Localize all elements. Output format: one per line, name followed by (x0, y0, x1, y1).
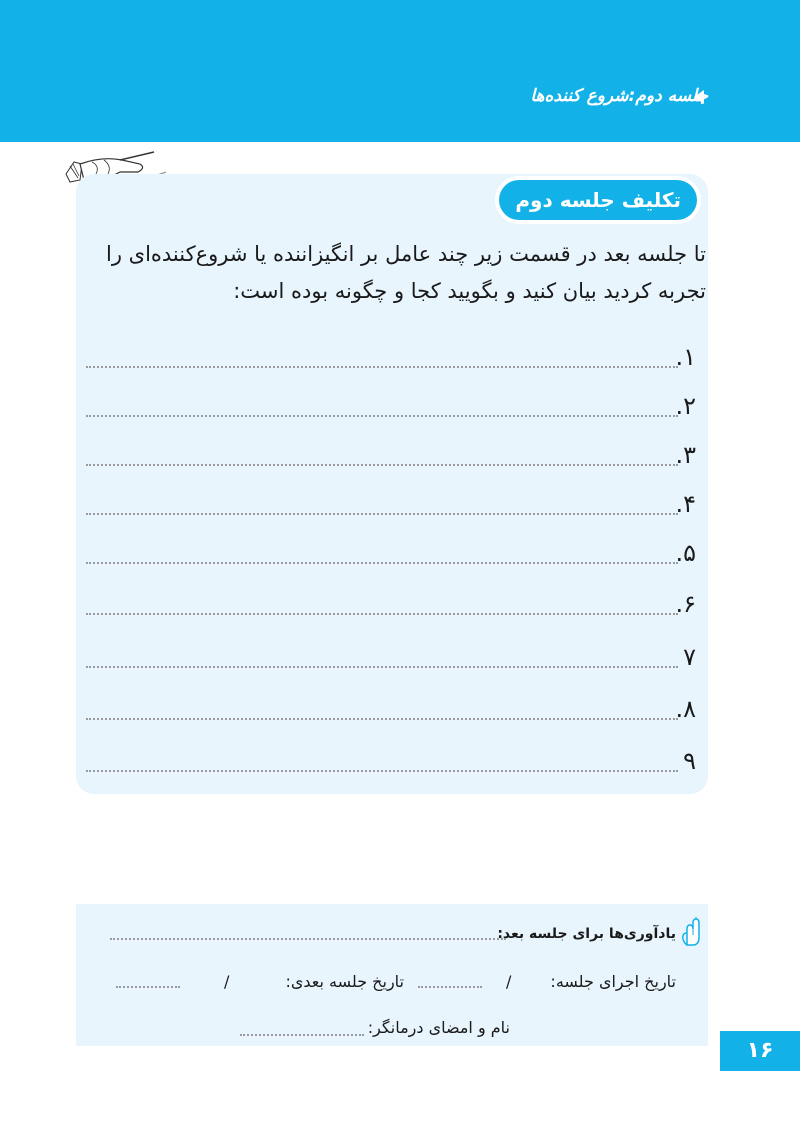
dotted-line (86, 770, 678, 772)
session-date-label: تاریخ اجرای جلسه: (550, 972, 676, 991)
homework-title: تکلیف جلسه دوم (499, 180, 697, 220)
dotted-line (86, 562, 678, 564)
therapist-signature-field[interactable] (240, 1034, 364, 1036)
dotted-line (86, 464, 678, 466)
next-session-label: تاریخ جلسه بعدی: (285, 972, 404, 991)
dotted-line (86, 613, 678, 615)
header-band (0, 0, 800, 142)
item-number: ۳. (675, 441, 696, 469)
item-number: ۲. (675, 392, 696, 420)
date-separator: / (224, 972, 230, 991)
item-number: ۹ (683, 747, 696, 775)
answer-line[interactable] (86, 489, 706, 519)
answer-line[interactable] (86, 440, 706, 470)
answer-line[interactable] (86, 642, 706, 672)
answer-line[interactable] (86, 694, 706, 724)
date-separator: / (506, 972, 512, 991)
page-number: ۱۶ (720, 1031, 800, 1071)
dotted-line (86, 513, 678, 515)
instruction-line: تا جلسه بعد در قسمت زیر چند عامل بر انگیزاننده یا شروع‌کننده‌ای را (105, 242, 706, 266)
item-number: ۶. (675, 590, 696, 618)
homework-instruction (76, 236, 706, 310)
item-number: ۸. (675, 695, 696, 723)
answer-line[interactable] (86, 391, 706, 421)
finger-reminder-icon (678, 917, 704, 947)
answer-line[interactable] (86, 746, 706, 776)
dotted-line (86, 718, 678, 720)
answer-line[interactable] (86, 538, 706, 568)
session-date-field[interactable] (418, 986, 482, 988)
therapist-label: نام و امضای درمانگر: (367, 1018, 510, 1037)
item-number: ۵. (675, 539, 696, 567)
chapter-title: جلسه دوم:شروع کننده‌ها (530, 86, 708, 106)
instruction-line: تجربه کردید بیان کنید و بگویید کجا و چگونه بوده است: (233, 279, 706, 303)
dotted-line (86, 415, 678, 417)
reminder-dotted-line[interactable] (110, 938, 506, 940)
dotted-line (86, 666, 678, 668)
dotted-line (86, 366, 678, 368)
item-number: ۷ (683, 643, 696, 671)
reminder-label: یادآوری‌ها برای جلسه بعد: (497, 926, 676, 942)
item-number: ۱. (675, 343, 696, 371)
answer-line[interactable] (86, 342, 706, 372)
item-number: ۴. (675, 490, 696, 518)
answer-line[interactable] (86, 589, 706, 619)
next-session-field[interactable] (116, 986, 180, 988)
